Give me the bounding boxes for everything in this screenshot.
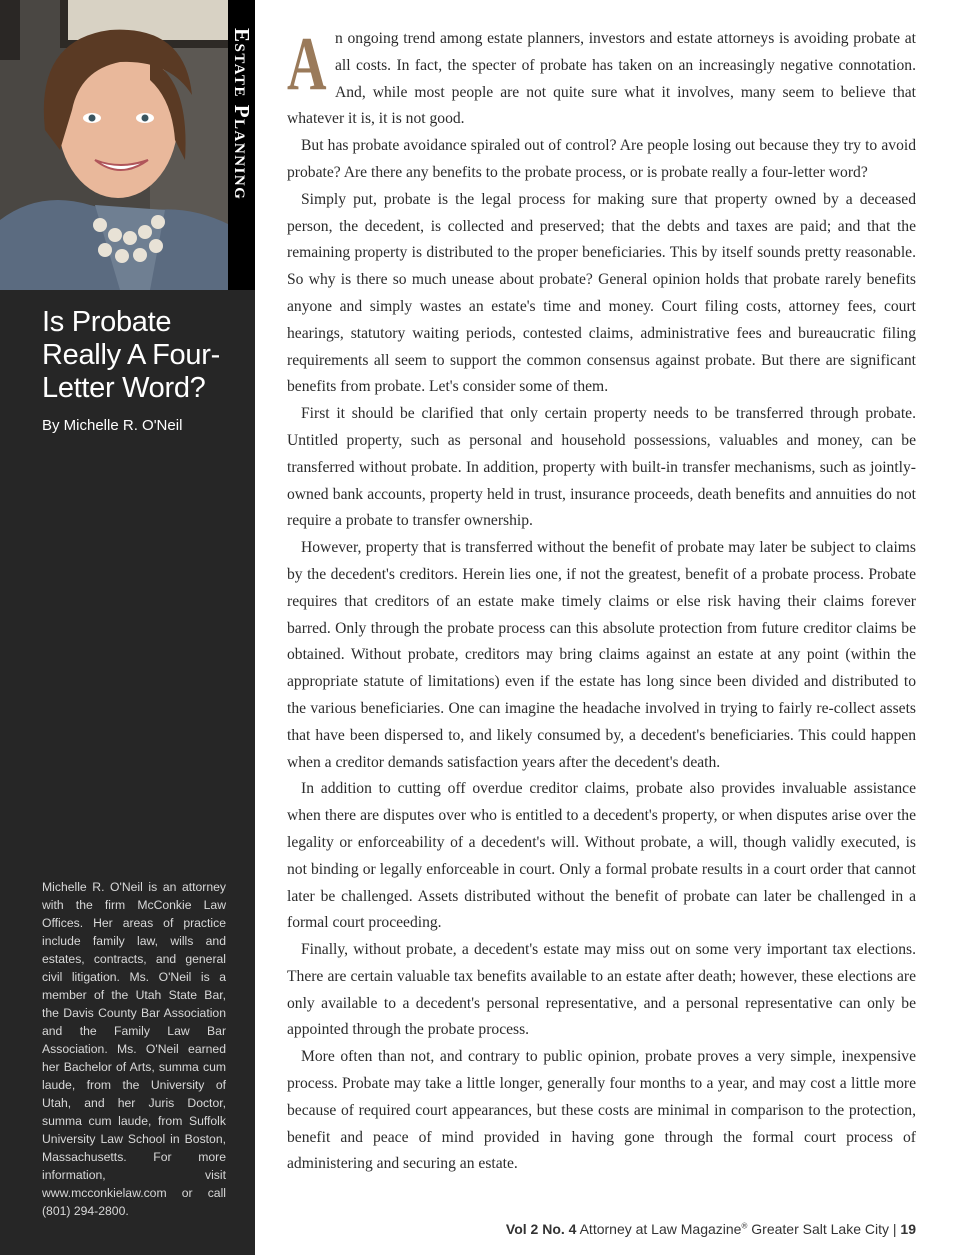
author-bio: Michelle R. O'Neil is an attorney with the firm McConkie Law Offices. Her areas of practice include family law, wills and estates, contracts, and general civil litigation. Ms. O'Neil is a member of the Utah State Bar, the Davis County Bar Association and the Family Law Bar Association. Ms. O'Neil earned her Bachelor of Arts, summa cum laude, from the University of Utah, and her Juris Doctor, summa cum laude, from Suffolk University Law School in Boston, Massachusetts. For more information, visit www.mcconkielaw.com or call (801) 294-2800. [42, 880, 226, 1218]
page-number: 19 [900, 1221, 916, 1237]
sidebar [0, 0, 255, 1255]
paragraph: In addition to cutting off overdue creditor claims, probate also provides invaluable assistance when there are disputes over who is entitled to a decedent's property, or when disputes arise over the legality or enforceability of a decedent's will. Without probate, a will, though validly executed, is not binding or legally enforceable in court. Only a formal probate results in a court order that cannot later be challenged. Assets distributed without the benefit of probate can later be challenged in a formal court proceeding. [287, 780, 916, 932]
paragraph-1 [287, 22, 916, 133]
footer-separator: | [892, 1221, 897, 1237]
edition-name: Greater Salt Lake City [751, 1221, 889, 1237]
article-body [287, 22, 916, 1178]
paragraph: Finally, without probate, a decedent's estate may miss out on some very important tax elections. There are certain valuable tax benefits available to an estate after death; however, these elections are only available to a decedent's personal representative, and a personal representative can only be appointed through the probate process. [287, 941, 916, 1039]
author-portrait-icon [0, 0, 255, 290]
byline: By Michelle R. O'Neil [42, 417, 183, 434]
paragraph: Simply put, probate is the legal process for making sure that property owned by a deceased person, the decedent, is collected and preserved; that the debts and taxes are paid; and that the remaining property is distributed to the proper beneficiaries. This by itself sounds pretty reasonable. So why is there so much unease about probate? General opinion holds that probate rarely benefits anyone and simply wastes an estate's time and money. Court filing costs, attorney fees, court hearings, statutory waiting periods, contested claims, administrative fees and bureaucratic filing requirements all seem to support the common consensus against probate. But there are significant benefits from probate. Let's consider some of them. [287, 190, 916, 396]
registered-mark: ® [741, 1221, 748, 1231]
paragraph: More often than not, and contrary to public opinion, probate proves a very simple, inexpensive process. Probate may take a little longer, generally four months to a year, and may cost a little more because of required court appearances, but these costs are minimal in comparison to the protection, benefit and peace of mind provided in having gone through the formal court process of administering and securing an estate. [287, 1048, 916, 1173]
article-title: Is Probate Really A Four-Letter Word? [42, 306, 220, 404]
section-label: Estate Planning [230, 28, 254, 201]
page-footer [506, 1221, 916, 1237]
paragraph-1-text: n ongoing trend among estate planners, investors and estate attorneys is avoiding probate at all costs. In fact, the specter of probate has taken on an increasingly negative connotation. And, while most people are not quite sure what it involves, many seem to believe that whatever it is, it is not good. [287, 30, 916, 128]
author-photo [0, 0, 255, 290]
paragraph: First it should be clarified that only certain property needs to be transferred through probate. Untitled property, such as personal and household possessions, valuables and money, can be transferred without probate. In addition, property with built-in transfer mechanisms, such as jointly-owned bank accounts, property held in trust, insurance proceeds, death benefits and annuities do not require a probate to transfer ownership. [287, 405, 916, 530]
paragraph: However, property that is transferred without the benefit of probate may later be subject to claims by the decedent's creditors. Herein lies one, if not the greatest, benefit of a probate process. Probate requires that creditors of an estate make timely claims or else risk having their claims forever barred. Only through the probate process can this absolute protection from future creditor claims be obtained. Without probate, creditors may bring claims against an estate at any point (within the appropriate statute of limitations) even if the estate has long since been divided and distributed to the various beneficiaries. One can imagine the headache involved in trying to fairly re-collect assets that have been dispersed to, and likely consumed by, a decedent's beneficiaries. This could happen when a creditor demands satisfaction years after the decedent's death. [287, 539, 916, 771]
paragraph: But has probate avoidance spiraled out of control? Are people losing out because they try to avoid probate? Are there any benefits to the probate process, or is probate really a four-letter word? [287, 137, 916, 181]
magazine-name: Attorney at Law Magazine [579, 1221, 742, 1237]
section-label-bar [228, 0, 255, 290]
issue-number: Vol 2 No. 4 [505, 1221, 577, 1237]
drop-cap: A [287, 22, 327, 106]
